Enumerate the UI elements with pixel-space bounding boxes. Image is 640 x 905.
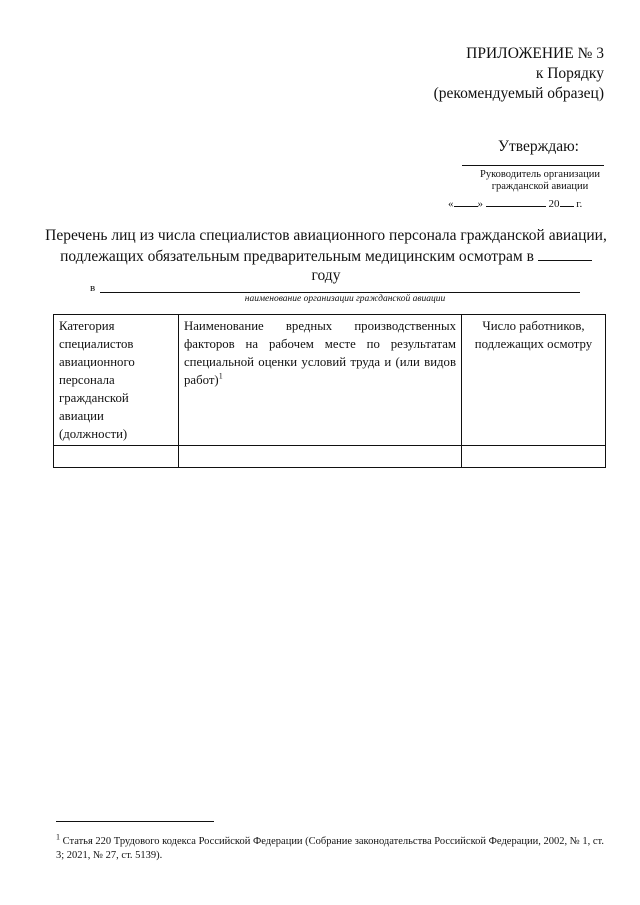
- header-category: Категория специалистов авиационного персонала гражданской авиации (должности): [54, 315, 179, 446]
- signature-line: [462, 165, 604, 166]
- document-title: [40, 226, 612, 286]
- appendix-number: ПРИЛОЖЕНИЕ № 3: [466, 45, 604, 62]
- title-year-blank: [538, 246, 592, 261]
- date-year-suffix: г.: [576, 198, 583, 210]
- footnote-separator: [56, 821, 214, 822]
- appendix-reference: к Порядку: [535, 65, 604, 82]
- date-open-quote: «: [448, 198, 454, 210]
- title-line-2: подлежащих обязательным предварительным медицинским осмотрам в: [40, 246, 612, 267]
- organization-prefix: в: [90, 282, 96, 294]
- appendix-sample-note: (рекомендуемый образец): [433, 85, 604, 102]
- approver-line-2: гражданской авиации: [491, 181, 589, 192]
- header-employee-count: Число работников, подлежащих осмотру: [462, 315, 606, 446]
- appendix-block: [344, 44, 604, 104]
- header-footnote-mark: 1: [218, 371, 223, 381]
- date-close-quote: »: [477, 198, 483, 210]
- title-line-1: Перечень лиц из числа специалистов авиационного персонала гражданской авиации,: [45, 227, 607, 244]
- table-header-row: [54, 315, 606, 446]
- approval-date-line: [448, 195, 582, 210]
- personnel-table: [53, 314, 606, 468]
- organization-caption: наименование организации гражданской авиации: [244, 294, 446, 304]
- footnote: [56, 832, 606, 863]
- table-cell-empty: [462, 446, 606, 468]
- date-month-blank: [486, 195, 546, 207]
- date-year-blank: [560, 195, 574, 207]
- table-cell-empty: [54, 446, 179, 468]
- approval-title: Утверждаю:: [498, 138, 579, 155]
- footnote-text: Статья 220 Трудового кодекса Российской Федерации (Собрание законодательства Российской Федерации, 2002, № 1, ст. 3; 2021, № 27, ст. 5139).: [56, 836, 604, 861]
- table-cell-empty: [179, 446, 462, 468]
- date-year-prefix: 20: [548, 198, 560, 210]
- table-row: [54, 446, 606, 468]
- approver-line-1: Руководитель организации: [480, 169, 600, 180]
- date-day-blank: [454, 195, 478, 207]
- approver-caption: [440, 169, 640, 193]
- footnote-mark: 1: [56, 832, 60, 842]
- header-harmful-factors: Наименование вредных производственных факторов на рабочем месте по результатам специальной оценки условий труда и (или видов работ)$^1$: [179, 315, 462, 446]
- organization-name-line: [100, 292, 580, 293]
- title-line-3: году: [311, 267, 341, 284]
